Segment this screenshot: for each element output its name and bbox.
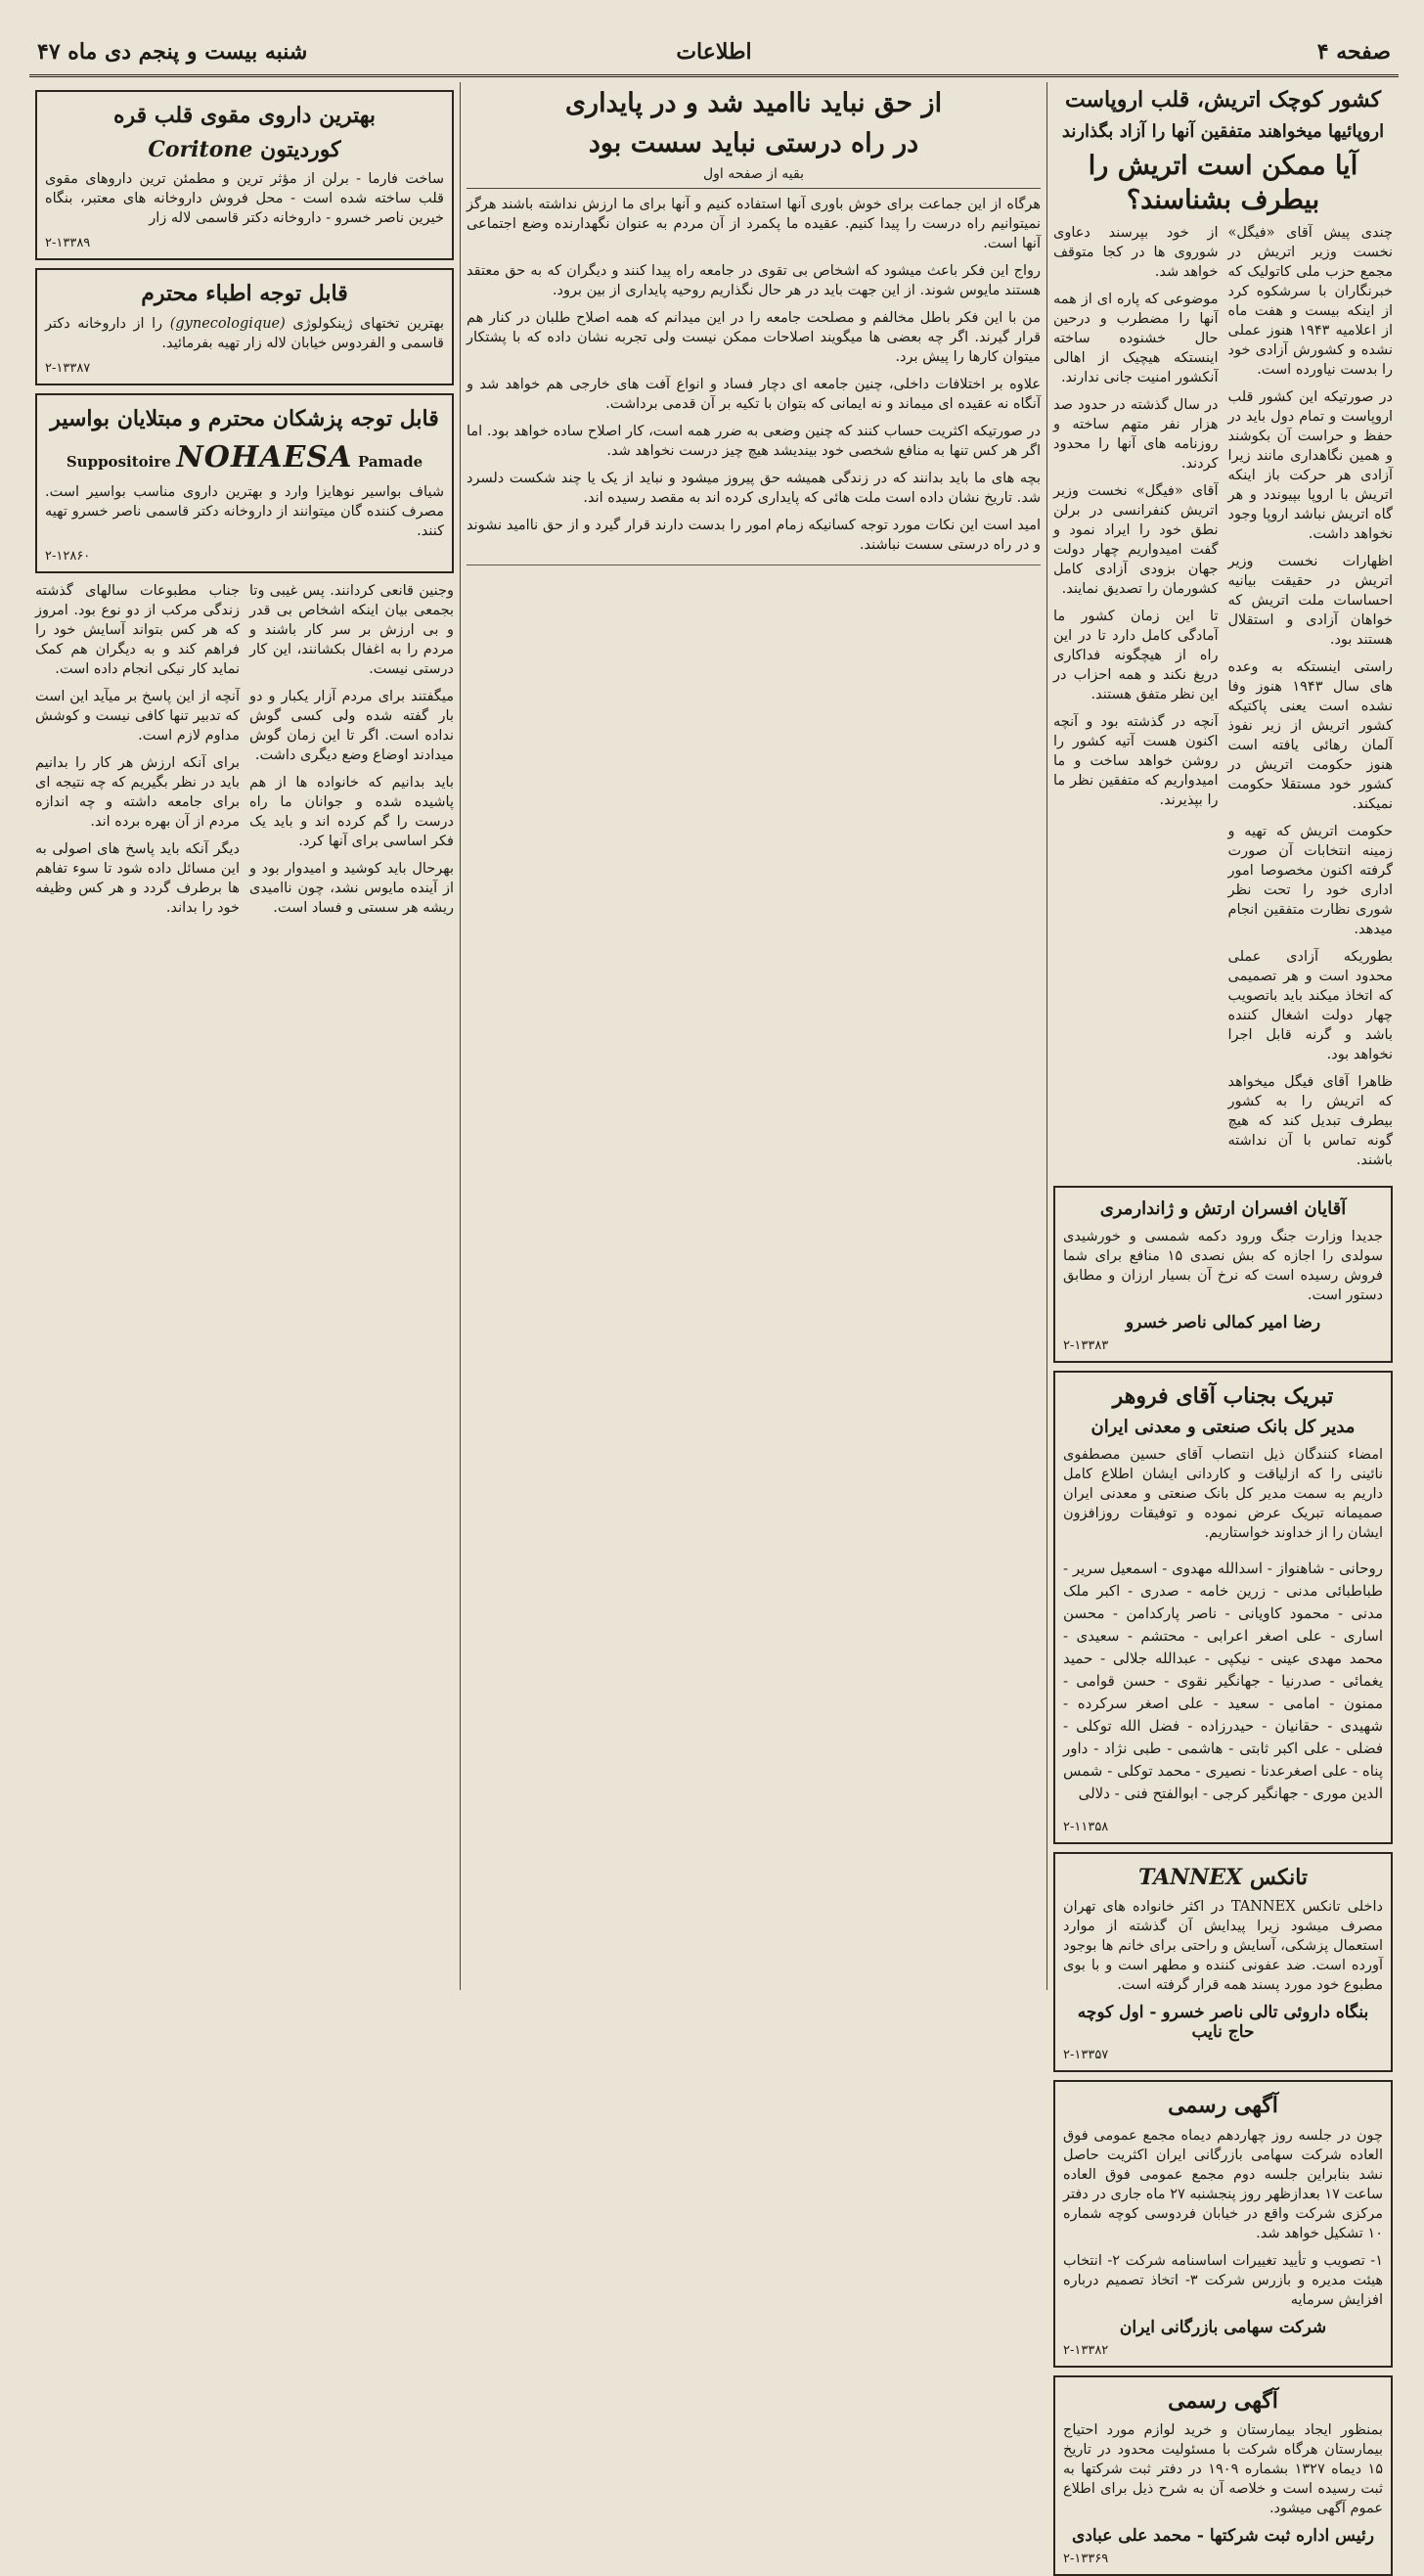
article-paragraph: ظاهرا آقای فیگل میخواهد که اتریش را به کشور بیطرف تبدیل کند که هیچ گونه تماس با آن نداشته باشند. [1227,1074,1393,1169]
editorial-paragraph: در صورتیکه اکثریت حساب کنند که چنین وضعی به ضرر همه است، کار اصلاح ساده خواهد بود. اما اگر هر کس تنها به منافع شخصی خود بیندیشد هیچ چیز درست نخواهد شد. [467,424,1041,460]
article-paragraph: میگفتند برای مردم آزار یکبار و دو بار گفته شده ولی کسی گوش نداده است. اگر تا این زمان گوش میدادند اوضاع وضع دیگری داشت. [249,689,454,764]
austria-headline-sub: اروپائیها میخواهند متفقین آنها را آزاد بگذارند [1061,120,1385,142]
coritone-ad [35,90,454,260]
ad-code: ۲-۱۳۳۶۹ [1063,2552,1109,2567]
congrats-text: امضاء کنندگان ذیل انتصاب آقای حسین مصطفوی نائینی را که ازلیاقت و کاردانی ایشان اطلاع کامل داریم به سمت مدیر کل بانک صنعتی و معدنی ایران صمیمانه تبریک عرض نموده و توفیقات روزافزون ایشان را از خداوند خواستاریم. [1063,1446,1383,1541]
gyneco-text [45,314,444,353]
masthead [29,29,1399,77]
page-number: صفحه ۴ [1316,39,1391,65]
gyneco-ad [35,268,454,385]
notice-title: آگهی رسمی [1168,2093,1278,2119]
columns [29,82,1399,2567]
officers-ad-signature: رضا امیر کمالی ناصر خسرو [1125,1312,1321,1333]
article-paragraph: باید بدانیم که خانواده ها از هم پاشیده شده و جوانان ما راه درست را گم کرده اند و باید یک فکر اساسی برای آنها کرد. [249,775,454,850]
nohaesa-brand-line [45,438,444,476]
ad-code: ۲-۱۱۳۵۸ [1063,1819,1109,1834]
article-paragraph: جناب مطبوعات سالهای گذشته زندگی مرکب از دو نوع بود. امروز که هر کس بتواند آسایش خود را فراهم کند و به دیگران هم کمک نماید کار نیکی انجام داده است. [35,583,240,678]
official-notice-1 [1053,2080,1393,2368]
notice-agenda: ۱- تصویب و تأیید تغییرات اساسنامه شرکت ۲- انتخاب هیئت مدیره و بازرس شرکت ۳- اتخاذ تصمیم درباره افزایش سرمایه [1063,2252,1383,2308]
congrats-subtitle: مدیر کل بانک صنعتی و معدنی ایران [1090,1417,1356,1438]
notice-signature: رئیس اداره ثبت شرکتها - محمد علی عبادی [1072,2526,1374,2547]
article-paragraph: بطوریکه آزادی عملی محدود است و هر تصمیمی که اتخاذ میکند باید باتصویب چهار دولت اشغال کننده باشد و گرنه قابل اجرا نخواهد بود. [1227,949,1393,1063]
tannex-title-en: TANNEX [1137,1864,1243,1890]
editorial-paragraph: امید است این نکات مورد توجه کسانیکه زمام امور را بدست دارند قرار گیرد و از حق ناامید نشوند و در راه درستی سست نباشند. [467,518,1041,554]
gyneco-title: قابل توجه اطباء محترم [141,281,348,307]
article-paragraph: چندی پیش آقای «فیگل» نخست وزیر اتریش در مجمع حزب ملی کاتولیک که خبرنگاران با سرشکوه کرد از اینکه بیست و هفت ماه از اعلامیه ۱۹۴۳ هنوز عملی نشده و کشورش آزادی خود را بدست نیاورده است. [1227,225,1393,379]
notice-text: چون در جلسه روز چهاردهم دیماه مجمع عمومی فوق العاده شرکت سهامی بازرگانی ایران اکثریت حاصل نشد بنابراین جلسه دوم مجمع عمومی فوق العاده ساعت ۱۷ بعدازظهر روز پنجشنبه ۲۷ ماه جاری در دفتر مرکزی شرکت واقع در خیابان فردوسی کوچه شماره ۱۰ تشکیل خواهد شد. [1063,2127,1383,2241]
coritone-title: بهترین داروی مقوی قلب قره [112,103,376,128]
officers-ad-title: آقایان افسران ارتش و ژاندارمری [1099,1198,1347,1220]
austria-article-col-a [1228,223,1394,1178]
article-paragraph: دیگر آنکه باید پاسخ های اصولی به این مسائل داده شود تا سوء تفاهم ها برطرف گردد و هر کس وظیفه خود را بداند. [35,841,240,917]
gyneco-latin: (gynecologique) [169,315,286,332]
gyneco-text-2: را از داروخانه دکتر قاسمی و الفردوس خیابان لاله زار تهیه بفرمائید. [45,315,444,351]
article-paragraph: از خود بپرسند دعاوی شوروی ها در کجا متوقف خواهد شد. [1053,225,1219,281]
nohaesa-ad [35,393,454,574]
notice-signature: شرکت سهامی بازرگانی ایران [1119,2317,1327,2337]
congrats-names: روحانی - شاهنواز - اسدالله مهدوی - اسمعیل سریر - طباطبائی مدنی - زرین خامه - صدری - اکبر ملک مدنی - محمود کاویانی - ناصر پارکدامن - محسن اساری - علی اصغر اعرابی - محتشم - سعیدی - محمد مهدی عینی - نیکپی - عبدالله جلالی - حمید یغمائی - صدرنیا - جهانگیر نقوی - حسن قوامی - ممنون - امامی - سعید - علی اصغر سرکرده - شهیدی - حقانیان - حیدرزاده - فضل الله توکلی - فضلی - علی اکبر ثابتی - هاشمی - طبی نژاد - داور پناه - علی اصغرعدنا - نصیری - محمد توکلی - شمس الدین موری - جهانگیر کرجی - ابوالفتح فنی - دلالی [1063,1559,1383,1802]
editorial-paragraph: علاوه بر اختلافات داخلی، چنین جامعه ای دچار فساد و انواع آفت های خارجی هم خواهد شد و آنگاه نه عقیده ای میماند و نه ایمانی که بتوان با تکیه بر آن قدمی برداشت. [467,377,1041,413]
austria-headline-main: آیا ممکن است اتریش را بیطرف بشناسند؟ [1088,150,1358,216]
editorial-paragraph: من با این فکر باطل مخالفم و مصلحت جامعه را در این میدانم که همه اصلاح طلبان در کنار هم قرار گیرند. اگر چه بعضی ها میگویند اصلاحات ممکن نیست ولی تجربه نشان داده که با پشتکار میتوان کارها را پیش برد. [467,310,1041,366]
article-paragraph: اظهارات نخست وزیر اتریش در حقیقت بیانیه احساسات ملت اتریش که خواهان آزادی و استقلال هستند بود. [1227,554,1393,649]
nohaesa-brand: NOHAESA [176,440,353,475]
article-paragraph: در سال گذشته در حدود صد هزار نفر متهم ساخته و روزنامه های آنها را محدود کردند. [1053,397,1219,473]
notice-title: آگهی رسمی [1168,2387,1278,2414]
ad-code: ۲-۱۳۳۵۷ [1063,2048,1109,2063]
ad-code: ۲-۱۳۳۸۲ [1063,2342,1109,2358]
issue-date: شنبه بیست و پنجم دی ماه ۴۷ [37,39,308,65]
article-paragraph: وجنین قانعی کردانند. پس غیبی وتا بجمعی بیان اینکه اشخاص بی قدر و بی ارزش بر سر کار باشند و مردم را به اغفال بکشانند، این کار درستی نیست. [249,583,454,678]
congrats-notice [1053,1371,1393,1844]
ad-code: ۲-۱۳۳۸۹ [45,236,91,251]
continuation-note: بقیه از صفحه اول [702,166,805,183]
nohaesa-text: شیاف بواسیر نوهایزا وارد و بهترین داروی مناسب بواسیر است. مصرف کننده گان میتوانند از داروخانه دکتر قاسمی ناصر خسرو تهیه کنند. [45,484,444,540]
editorial-headline-2: در راه درستی نباید سست بود [588,128,919,159]
nohaesa-title: قابل توجه پزشکان محترم و مبتلایان بواسیر [50,405,439,431]
left-article [35,581,454,926]
editorial-paragraph: هرگاه از این جماعت برای خوش باوری آنها استفاده کنیم و آنها برای ما ارزش نداشته باشند هرگز نمیتوانیم راه درست را پیدا کنیم. عقیده ما پکمرد از آن مردم به عنوان نگهدارنده وضع اجتماعی آنها است. [467,197,1041,252]
newspaper-name: اطلاعات [676,39,752,65]
column-middle [460,82,1046,1990]
article-paragraph: در صورتیکه این کشور قلب اروپاست و تمام دول باید در حفظ و حراست آن بکوشند و همین نگاهداری مانند زیرا آزادی هر حرکت باز اینکه اتریش با اروپا بپیوندد و هر گاه اتریش نباشد اروپا وجود نخواهد داشت. [1227,389,1393,543]
tannex-title [1063,1864,1383,1892]
tannex-title-fa: تانکس [1249,1864,1309,1890]
left-article-col-a [249,581,454,926]
coritone-brand-en: Coritone [148,136,253,162]
editorial-paragraph: بچه های ما باید بدانند که در زندگی همیشه حق پیروز میشود و نباید از یک یا چند شکست دلسرد شد. تاریخ نشان داده است ملت هائی که پایداری کرده اند به مقصد رسیده اند. [467,471,1041,507]
article-paragraph: موضوعی که پاره ای از همه آنها را مضطرب و درحین حال خشنوده ساخته اینستکه هیچیک از اهالی آنکشور امنیت جانی ندارند. [1053,292,1219,386]
nohaesa-pamade: Pamade [357,453,423,472]
tannex-address: بنگاه داروئی تالی ناصر خسرو - اول کوچه حاج نایب [1077,2003,1369,2043]
column-right [1046,82,1399,2567]
coritone-text: ساخت فارما - برلن از مؤثر ترین و مطمئن ترین داروهای مقوی قلب ساخته شده است - محل فروش داروخانه های معتبر، بنگاه خیرین ناصر خسرو - داروخانه دکتر قاسمی لاله زار [45,171,444,227]
gyneco-text-1: بهترین تختهای ژینکولوژی [292,315,445,332]
article-paragraph: حکومت اتریش که تهیه و زمینه انتخابات آن صورت گرفته اکنون مخصوصا امور اداری خود را تحت نظر شوری نظارت متفقین انجام میدهد. [1227,824,1393,938]
officers-ad [1053,1186,1393,1362]
column-left [29,82,460,1990]
officers-ad-text: جدیدا وزارت جنگ ورود دکمه شمسی و خورشیدی سولدی را اجازه که بش نصدی ۱۵ منافع برای شما فروش رسیده است که نرخ آن بسیار ارزان و مطابق دستور است. [1063,1228,1383,1303]
austria-article [1053,223,1393,1178]
left-article-col-b [35,581,240,926]
coritone-brand-fa: کوردیتون [260,136,341,162]
tannex-text: داخلی تانکس TANNEX در اکثر خانواده های تهران مصرف میشود زیرا پیدایش آن گذشته از موارد استعمال پزشکی، آسایش و راحتی برای خانم ها بوجود آورده است. ضد عفونی کننده و مطهر است و با بوی مطبوع خود مورد پسند همه قرار گرفته است. [1063,1899,1383,1994]
ad-code: ۲-۱۳۳۸۷ [45,360,91,376]
article-paragraph: بهرحال باید کوشید و امیدوار بود و از آینده مایوس نشد، چون ناامیدی ریشه هر سستی و فساد است. [249,861,454,917]
editorial-paragraph: رواج این فکر باعث میشود که اشخاص بی تقوی در جامعه راه پیدا کنند و دیگران که به حق معتقد هستند مایوس شوند. از این جهت باید در هر حال نگذاریم روحیه پایداری از بین برود. [467,263,1041,299]
article-paragraph: آقای «فیگل» نخست وزیر اتریش کنفرانسی در برلن نطق خود را ایراد نمود و گفت امیدواریم چهار دولت جهان بزودی آزادی کامل کشورمان را تصدیق نمایند. [1053,483,1219,598]
editorial-headline-1: از حق نباید ناامید شد و در پایداری [564,88,943,118]
tannex-ad [1053,1852,1393,2073]
article-paragraph: آنچه در گذشته بود و آنچه اکنون هست آتیه کشور را روشن خواهد ساخت و ما امیدواریم که متفقین نظر ما را بپذیرند. [1053,714,1219,809]
nohaesa-suppositoire: Suppositoire [66,453,171,472]
coritone-brand [45,136,444,164]
official-notice-2 [1053,2375,1393,2576]
congrats-title: تبریک بجناب آقای فروهر [1112,1382,1334,1409]
article-paragraph: آنچه از این پاسخ بر میآید این است که تدبیر تنها کافی نیست و کوشش مداوم لازم است. [35,689,240,745]
ad-code: ۲-۱۳۳۸۳ [1063,1337,1109,1353]
article-paragraph: تا این زمان کشور ما آمادگی کامل دارد تا در این راه از هیچگونه فداکاری دریغ نکند و همه احزاب در این نظر متفق هستند. [1053,609,1219,703]
article-paragraph: راستی اینستکه به وعده های سال ۱۹۴۳ هنوز وفا نشده است یعنی پاکتیکه کشور اتریش از زیر نفوذ آلمان رهائی یافته است هنوز حکومت اتریش در کشور خود مستقلا حکومت نمیکند. [1227,659,1393,813]
austria-article-col-b [1053,223,1219,1178]
article-paragraph: برای آنکه ارزش هر کار را بدانیم باید در نظر بگیریم که چه نتیجه ای برای جامعه داشته و چه اندازه مردم از آن بهره برده اند. [35,755,240,831]
divider [467,188,1041,189]
notice-text: بمنظور ایجاد بیمارستان و خرید لوازم مورد احتیاج بیمارستان هرگاه شرکت با مسئولیت محدود در تاریخ ۱۵ دیماه ۱۳۲۷ بشماره ۱۹۰۹ در دفتر ثبت شرکتها به ثبت رسیده است و خلاصه آن به شرح ذیل برای اطلاع عموم آگهی میشود. [1063,2422,1384,2517]
ad-code: ۲-۱۲۸۶۰ [45,549,91,565]
austria-headline-top: کشور کوچک اتریش، قلب اروپاست [1064,87,1382,113]
